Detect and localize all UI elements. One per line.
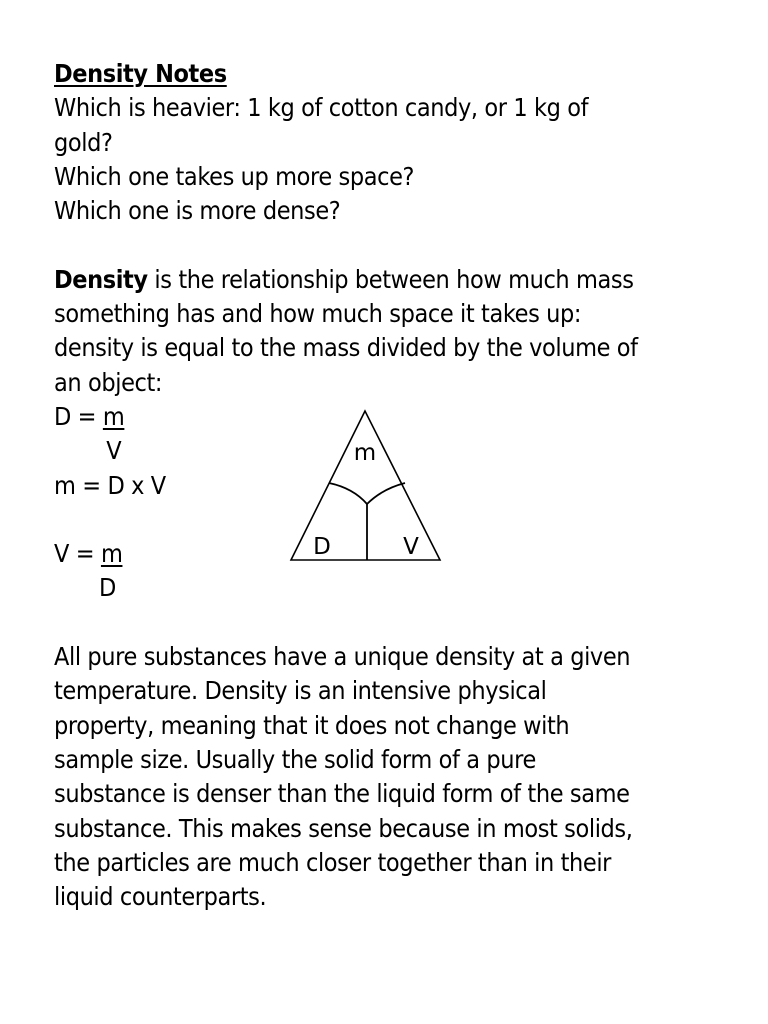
density-formula-denominator: V: [106, 436, 122, 466]
mass-formula: m = D x V: [54, 470, 166, 500]
paragraph-line-7: the particles are much closer together than in their: [54, 847, 612, 877]
volume-formula-numerator: m: [100, 539, 123, 569]
definition-line-1: [54, 263, 743, 297]
spacer: [54, 606, 743, 640]
volume-formula-prefix: V =: [54, 539, 101, 569]
definition-term: Density: [54, 264, 148, 294]
question-space: Which one takes up more space?: [54, 161, 415, 191]
paragraph-line-8: liquid counterparts.: [54, 882, 267, 912]
page-title: Density Notes: [54, 59, 227, 88]
question-heavier-line-2: gold?: [54, 127, 113, 157]
definition-line-3: density is equal to the mass divided by the volume of: [54, 333, 638, 363]
question-dense: Which one is more dense?: [54, 196, 341, 226]
paragraph-line-4: sample size. Usually the solid form of a pure: [54, 744, 536, 774]
triangle-divider-left: [329, 483, 367, 504]
spacer: [54, 228, 743, 262]
triangle-label-density: D: [313, 534, 331, 560]
density-triangle-svg: [290, 408, 442, 564]
paragraph-line-3: property, meaning that it does not change with: [54, 710, 570, 740]
paragraph-line-5: substance is denser than the liquid form of the same: [54, 779, 630, 809]
question-heavier-line-1: Which is heavier: 1 kg of cotton candy, or 1 kg of: [54, 93, 589, 123]
triangle-label-mass: m: [353, 440, 377, 466]
paragraph-line-2: temperature. Density is an intensive physical: [54, 676, 547, 706]
definition-line-1-rest: is the relationship between how much mass: [147, 264, 634, 294]
triangle-label-volume: V: [403, 534, 419, 560]
paragraph-line-6: substance. This makes sense because in most solids,: [54, 813, 633, 843]
title-line: [54, 57, 743, 91]
density-formula-prefix: D =: [54, 401, 103, 431]
definition-line-2: something has and how much space it takes up:: [54, 299, 582, 329]
definition-line-4: an object:: [54, 367, 163, 397]
volume-formula-denominator: D: [99, 573, 116, 603]
density-formula-numerator: m: [102, 401, 125, 431]
paragraph-line-1: All pure substances have a unique density at a given: [54, 642, 631, 672]
density-triangle-diagram: [290, 408, 442, 564]
triangle-divider-right: [367, 483, 405, 504]
